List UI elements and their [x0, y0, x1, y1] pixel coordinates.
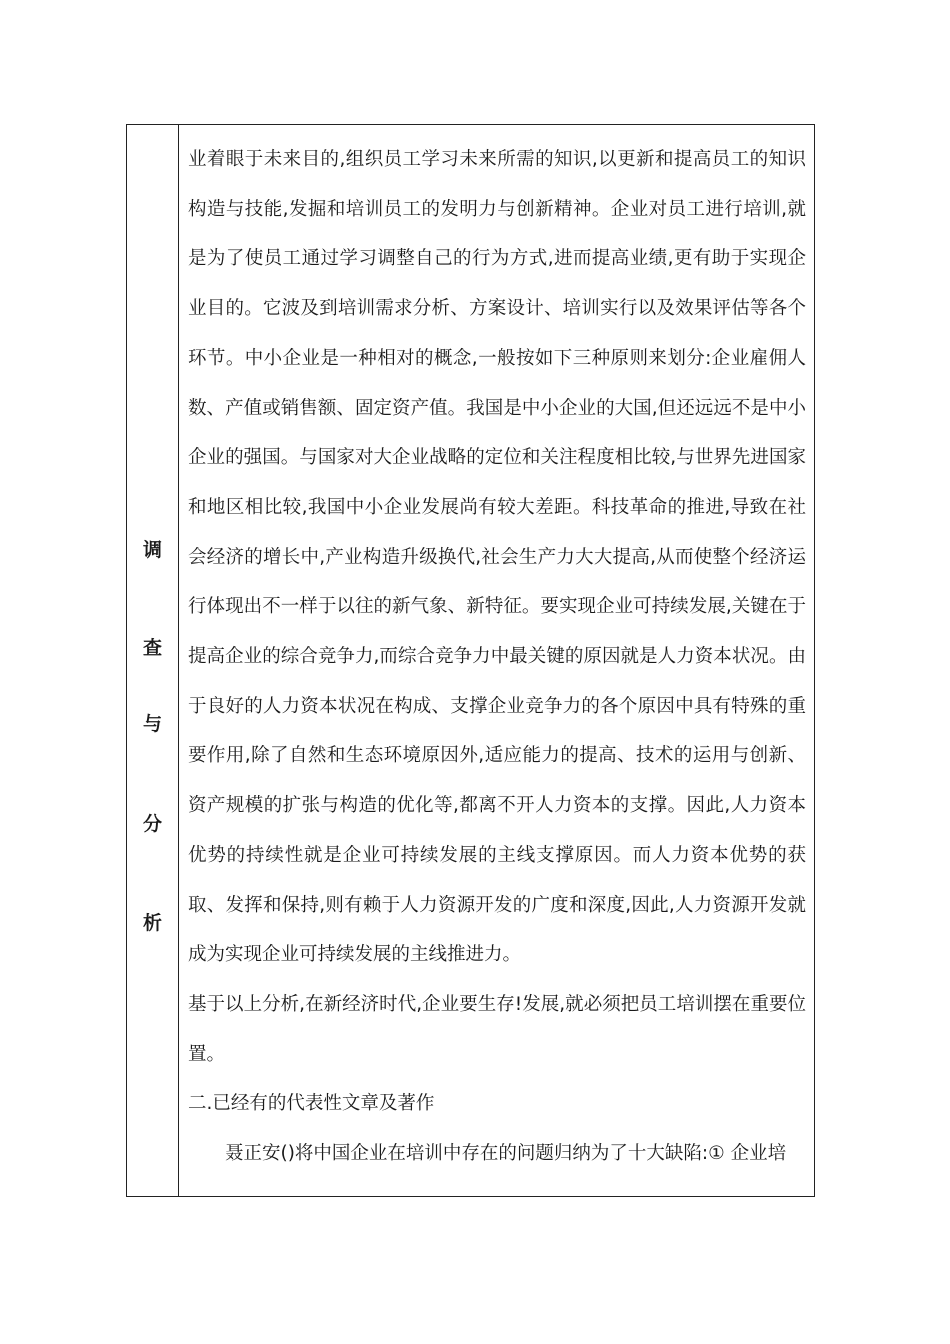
conclusion-paragraph: 基于以上分析,在新经济时代,企业要生存!发展,就必须把员工培训摆在重要位置。 [188, 993, 806, 1065]
section-label-char: 析 [142, 912, 162, 934]
content-column [179, 125, 814, 1196]
main-paragraph: 业着眼于未来目的,组织员工学习未来所需的知识,以更新和提高员工的知识构造与技能,发掘和培训员工的发明力与创新精神。企业对员工进行培训,就是为了使员工通过学习调整自己的行为方式,进而提高业绩,更有助于实现企业目的。它波及到培训需求分析、方案设计、培训实行以及效果评估等各个环节。中小企业是一种相对的概念,一般按如下三种原则来划分:企业雇佣人数、产值或销售额、固定资产值。我国是中小企业的大国,但还远远不是中小企业的强国。与国家对大企业战略的定位和关注程度相比较,与世界先进国家和地区相比较,我国中小企业发展尚有较大差距。科技革命的推进,导致在社会经济的增长中,产业构造升级换代,社会生产力大大提高,从而使整个经济运行体现出不一样于以往的新气象、新特征。要实现企业可持续发展,关键在于提高企业的综合竞争力,而综合竞争力中最关键的原因就是人力资本状况。由于良好的人力资本状况在构成、支撑企业竞争力的各个原因中具有特殊的重要作用,除了自然和生态环境原因外,适应能力的提高、技术的运用与创新、资产规模的扩张与构造的优化等,都离不开人力资本的支撑。因此,人力资本优势的持续性就是企业可持续发展的主线支撑原因。而人力资本优势的获取、发挥和保持,则有赖于人力资源开发的广度和深度,因此,人力资源开发就成为实现企业可持续发展的主线推进力。 [188, 149, 806, 966]
section-label-column [127, 125, 179, 1196]
section-heading: 二.已经有的代表性文章及著作 [188, 1093, 435, 1115]
section-label-char: 与 [142, 713, 162, 735]
section-label-char: 查 [142, 637, 162, 659]
section-label-char: 调 [142, 539, 162, 561]
intro-paragraph: 聂正安()将中国企业在培训中存在的问题归纳为了十大缺陷:① 企业培 [225, 1143, 787, 1165]
document-table [126, 124, 815, 1197]
section-label-char: 分 [142, 813, 162, 835]
